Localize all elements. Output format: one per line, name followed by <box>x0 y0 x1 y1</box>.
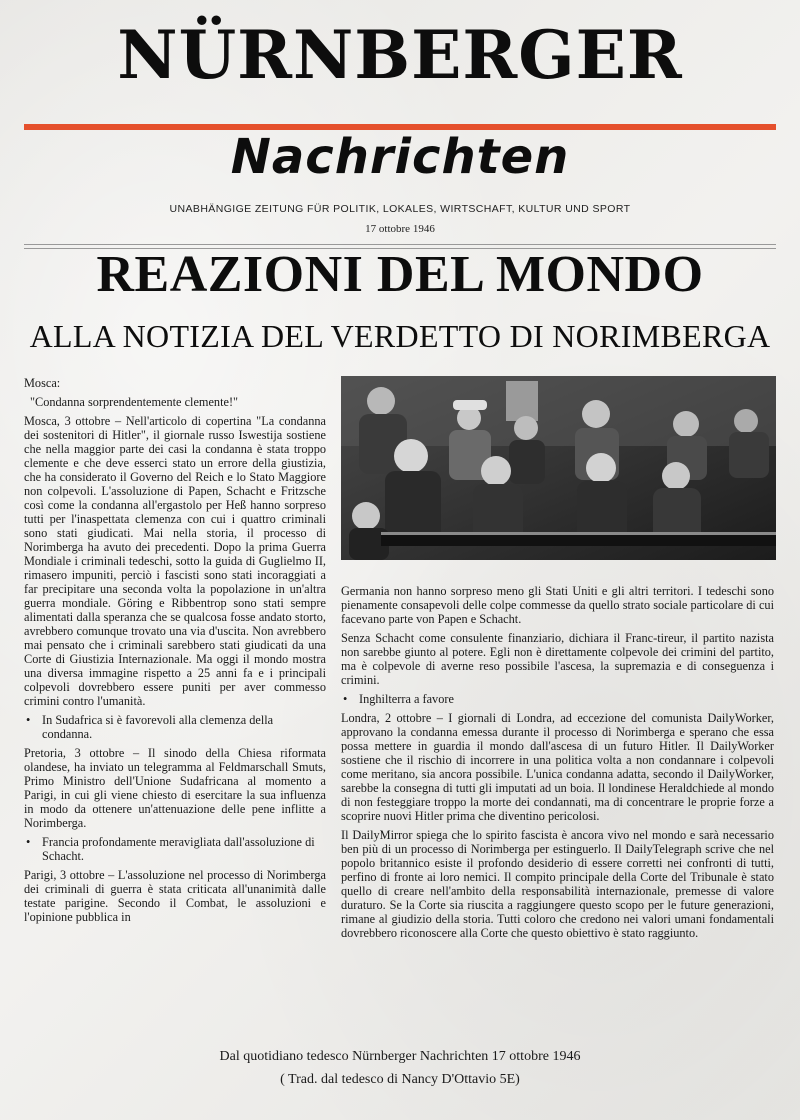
bullet-heading: • In Sudafrica si è favorevoli alla clemenza della condanna. <box>24 713 326 741</box>
source-credit: Dal quotidiano tedesco Nürnberger Nachrichten 17 ottobre 1946 <box>219 1049 581 1064</box>
photo-illustration <box>341 376 776 560</box>
article-paragraph: Germania non hanno sorpreso meno gli Stati Uniti e gli altri territori. I tedeschi sono pienamente consapevoli delle colpe commesse da quello strato sociale particolare di cui facevano parte von Papen e Schacht. <box>341 584 774 626</box>
translation-credit: ( Trad. dal tedesco di Nancy D'Ottavio 5E) <box>280 1072 520 1087</box>
trial-defendants-photo <box>341 376 776 560</box>
article-paragraph: Senza Schacht come consulente finanziario, dichiara il Franc-tireur, il partito nazista non sarebbe giunto al potere. Egli non è direttamente colpevole dei crimini del partito, ma è colpevole di averne reso possibile l'ascesa, la supremazia e di conseguenza i crimini. <box>341 631 774 687</box>
article-paragraph: Londra, 2 ottobre – I giornali di Londra, ad eccezione del comunista DailyWorker, approvano la condanna emessa durante il processo di Norimberga e sperano che essa possa mettere in guardia il mondo dall'ascesa di un futuro Hitler. Il DailyWorker sostiene che il rischio di incorrere in una politica volta a non condannare i colpevoli come meritano, sia ancora possibile. L'unica condanna adatta, secondo il DailyWorker, sarebbe la consegna di tutti gli imputati ad un boia. Il londinese Heraldchiede al mondo di non festeggiare troppo la morte dei condannati, ma di concentrare le proprie forze a scoprire nuovi Hitler prima che diventino pericolosi. <box>341 711 774 823</box>
article-paragraph: Parigi, 3 ottobre – L'assoluzione nel processo di Norimberga dei criminali di guerra è stata criticata all'unanimità dalle testate parigine. Secondo il Combat, le assoluzioni e l'opinione pubblica in <box>24 868 326 924</box>
bullet-heading: • Francia profondamente meravigliata dall'assoluzione di Schacht. <box>24 835 326 863</box>
article-paragraph: Mosca, 3 ottobre – Nell'articolo di copertina "La condanna dei sostenitori di Hitler", il giornale russo Iswestija sostiene che nella maggior parte dei casi la condanna è stata troppo clemente e che deve esserci stato un errore della giustizia, che ha considerato il Governo del Reich e lo Stato Maggiore non colpevoli. L'assoluzione di Papen, Schacht e Fritzsche così come la condanna all'ergastolo per Heß hanno sorpreso tutti per l'inaspettata clemenza con cui i quattro criminali sono stati giudicati. Mai nella storia, il processo di Norimberga ha avuto dei precedenti. Dopo la prima Guerra Mondiale i criminali tedeschi, sotto la guida di Guglielmo II, rimasero impuniti, perciò i fascisti sono stati incoraggiati a far precipitare una seconda volta la popolazione in un'altra guerra mondiale. Göring e Ribbentrop sono stati sempre alimentati dalla speranza che se qualcosa fosse andato storto, avrebbero comunque trovato una via d'uscita. Non avrebbero mai pensato che i criminali sarebbero stati giudicati da una Corte di Giustizia Internazionale. Ma oggi il mondo mostra una diversa immagine rispetto a 25 anni fa e i principali colpevoli dovrebbero essere puniti per aver commesso crimini contro l'umanità. <box>24 414 326 708</box>
article-paragraph: Il DailyMirror spiega che lo spirito fascista è ancora vivo nel mondo e sarà necessario ben più di un processo di Norimberga per estinguerlo. Il DailyTelegraph scrive che nel popolo britannico esiste il profondo desiderio di essere corretti nei confronti di tutti, perfino di fronte ai loro nemici. Il compito principale della Corte del Tribunale è stato quello di creare nell'ambito della responsabilità internazionale, premesse di valore duraturo. Se la Corte sia riuscita a raggiungere questo scopo per le future generazioni, rimane al giudizio della storia. Tutti coloro che credono nei valori umani fondamentali dovrebbero riconoscere alla Corte che questo obiettivo è stato raggiunto. <box>341 828 774 940</box>
headline: REAZIONI DEL MONDO <box>96 246 704 303</box>
subheadline: ALLA NOTIZIA DEL VERDETTO DI NORIMBERGA <box>29 318 771 354</box>
pull-quote: "Condanna sorprendentemente clemente!" <box>30 395 239 409</box>
section-location: Mosca: <box>24 376 61 390</box>
newspaper-tagline: UNABHÄNGIGE ZEITUNG FÜR POLITIK, LOKALES, WIRTSCHAFT, KULTUR UND SPORT <box>169 203 631 215</box>
newspaper-masthead-title: NÜRNBERGER <box>117 16 683 94</box>
bullet-heading: • Inghilterra a favore <box>341 692 774 706</box>
article-paragraph: Pretoria, 3 ottobre – Il sinodo della Chiesa riformata olandese, ha inviato un telegramma al Feldmarschall Smuts, Primo Ministro dell'Unione Sudafricana al momento a Parigi, in cui gli viene chiesto di esercitare la sua influenza in modo da ottenere un'attenuazione delle pene inflitte a Norimberga. <box>24 746 326 830</box>
left-article-column <box>24 376 326 929</box>
newspaper-masthead-subtitle: Nachrichten <box>230 129 570 185</box>
right-article-column <box>341 584 774 945</box>
issue-date: 17 ottobre 1946 <box>365 223 435 235</box>
